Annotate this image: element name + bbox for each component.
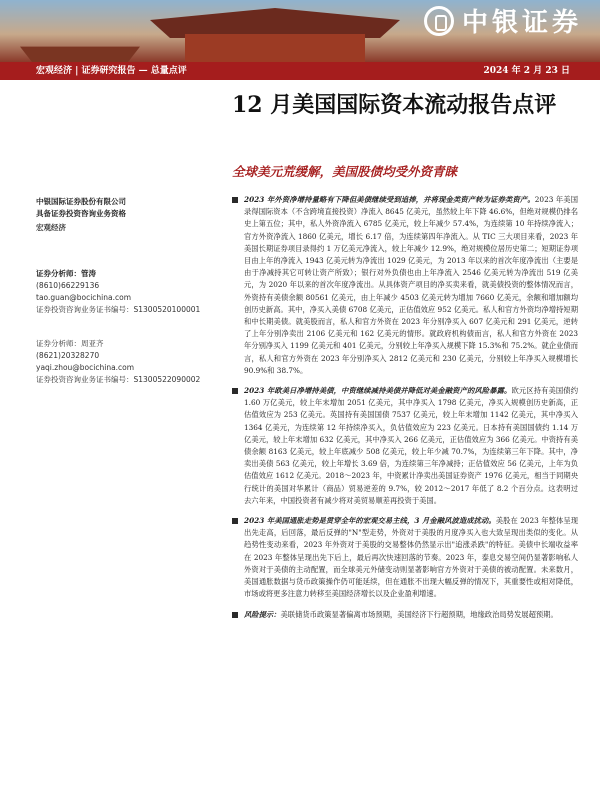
square-bullet-icon <box>232 518 238 524</box>
square-bullet-icon <box>232 197 238 203</box>
brand-name: 中银证券 <box>461 8 582 38</box>
page-title: 12 月美国国际资本流动报告点评 <box>232 92 557 118</box>
analyst-cert: 证券投资咨询业务证书编号：S1300520100001 <box>36 305 201 314</box>
paragraph-lead: 风险提示： <box>244 609 281 619</box>
paragraph-body: 欧元区持有美国债约 1.60 万亿美元，较上年末增加 2051 亿美元，其中净买入 1798 亿美元，净买入规模创历史新高，正估值效应为 253 亿美元。英国持有美国国债 7537 亿美元，较上年末增加 1142 亿美元，其中净买入 1364 亿美元，为连续第 12 年持续净买入，负估值效应为 223 亿美元。日本持有美国国债约 1.14 万亿美元，较上年末增加 632 亿美元，其中净买入 266 亿美元，正估值效应为 366 亿美元。中资持有美债余额 8163 亿美元，较上年底减少 508 亿美元，较上年少减 70.7%，为连续第三年下降。其中，净卖出美债 563 亿美元，较上年增长 3.69 倍，为连续第三年净减持；正估值效应 56 亿美元，上年为负估值效应 1612 亿美元。2018～2023 年，中资累计净卖出美国证券资产 1976 亿美元，相当于同期央行统计的美国对华累计（商品）贸易逆差的 9.7%，较 2012～2017 年低了 8.2 个百分点。这表明过去六年来，中国投资者有减少将对美贸易顺差再投资于美国。 <box>244 386 578 505</box>
paragraph-lead: 2023 年美国通胀走势是贯穿全年的宏观交易主线，3 月金融风波造成扰动。 <box>244 516 496 526</box>
analyst-block <box>36 268 216 316</box>
paragraph-body: 2023 年美国录得国际资本（不含跨境直接投资）净流入 8645 亿美元，虽然较上年下降 46.6%，但绝对规模仍排名史上第五位；其中，私人外资净流入 6785 亿美元，较上年减少 57.4%，为连续第 10 年持续净流入；官方外资净流入 1860 亿美元，增长 6.17 倍，为连续第四年净流入。从 TIC 三大项目来看，2023 年美国长期证券项目录得约 1 万亿美元净流入，较上年减少 12.9%，绝对规模位居历史第二；短期证券项目由上年的净流入 1943 亿美元转为净流出 1029 亿美元，为 2013 年以来的首次年度净流出（主要是由于净减持其它可转让资产所致）；银行对外负债也由上年净流入 2546 亿美元转为净流出 519 亿美元，为 2020 年以来的首次年度净流出。从具体资产项目的净买卖来看，就美债投资的整体情况而言，外资持有美债余额 80561 亿美元，由上年减少 4503 亿美元转为增加 7660 亿美元，余额和增加额均创历史新高。其中，净买入美债 6708 亿美元，正估值效应 952 亿美元。私人和官方外资均净增持短期和中长期美债。就美股而言，私人和官方外资在 2023 年分别净买入 607 亿美元和 291 亿美元，逆转了上年分别净卖出 2106 亿美元和 162 亿美元的情形。就政府机构债而言，私人和官方外资在 2023 年分别净买入 1199 亿美元和 401 亿美元，分别较上年净买入规模下降 15.3%和 75.2%。就企业债而言，私人和官方外资在 2023 年分别净买入 2812 亿美元和 230 亿美元，分别较上年净买入规模增长 90.9%和 38.7%。 <box>244 195 578 375</box>
paragraph-lead: 2023 年外资净增持量略有下降但美债继续受到追捧，并将现金类资产转为证券类资产。 <box>244 195 535 204</box>
org-name: 中银国际证券股份有限公司 <box>36 197 126 206</box>
palace-building-left <box>20 40 140 62</box>
analyst-email[interactable]: yaqi.zhou@bocichina.com <box>36 363 135 372</box>
analyst-block <box>36 338 216 386</box>
report-category: 宏观经济 | 证券研究报告 — 总量点评 <box>36 66 187 76</box>
analyst-name: 证券分析师：管涛 <box>36 269 96 278</box>
report-body <box>232 194 578 629</box>
summary-paragraph <box>232 385 578 507</box>
org-qualification: 具备证券投资咨询业务资格 <box>36 209 126 218</box>
analyst-cert: 证券投资咨询业务证书编号：S1300522090002 <box>36 375 201 384</box>
paragraph-body: 美联储货币政策显著偏离市场预期，美国经济下行超预期，地缘政治局势发展超预期。 <box>280 609 558 619</box>
analyst-email[interactable]: tao.guan@bocichina.com <box>36 293 132 302</box>
summary-paragraph <box>232 515 578 600</box>
category-bar <box>0 62 600 80</box>
report-date: 2024 年 2 月 23 日 <box>483 66 570 76</box>
header-banner <box>0 0 600 62</box>
summary-paragraph <box>232 194 578 377</box>
sidebar <box>36 196 216 386</box>
boc-logo-icon <box>424 6 454 36</box>
analyst-name: 证券分析师：周亚齐 <box>36 339 104 348</box>
sidebar-category: 宏观经济 <box>36 223 66 232</box>
analyst-phone: (8610)66229136 <box>36 281 100 290</box>
analyst-phone: (8621)20328270 <box>36 351 100 360</box>
palace-hall <box>185 34 365 62</box>
risk-paragraph <box>232 609 578 621</box>
square-bullet-icon <box>232 388 238 394</box>
paragraph-lead: 2023 年欧美日净增持美债，中资继续减持美债并降低对美金融资产的风险暴露。 <box>244 386 512 396</box>
square-bullet-icon <box>232 612 238 618</box>
paragraph-body: 美股在 2023 年整体呈现出先走高，后回落，最后反弹的"N"型走势，外资对于美股的月度净买入也大致呈现出类似的变化。从趋势性变动来看，2023 年外资对于美股的交易整体仍然显示出"追涨杀跌"的特征。美债中长端收益率在 2023 年整体呈现出先下后上，最后再次快速回落的节奏。2023 年，泰息交易空间仍显著影响私人外资对于美债的主动配置，而全球美元外储变动则显著影响官方外资对于美债的被动配置。未来数月，美国通胀数据与货币政策操作仍可能延续，但在通胀不出现大幅反弹的情况下，其重要性或相对降低，市场或将更多注意力转移至美国经济增长以及企业盈利增速。 <box>244 516 578 599</box>
page-subtitle: 全球美元荒缓解，美国股债均受外资青睐 <box>232 164 458 179</box>
brand-logo <box>424 2 582 39</box>
